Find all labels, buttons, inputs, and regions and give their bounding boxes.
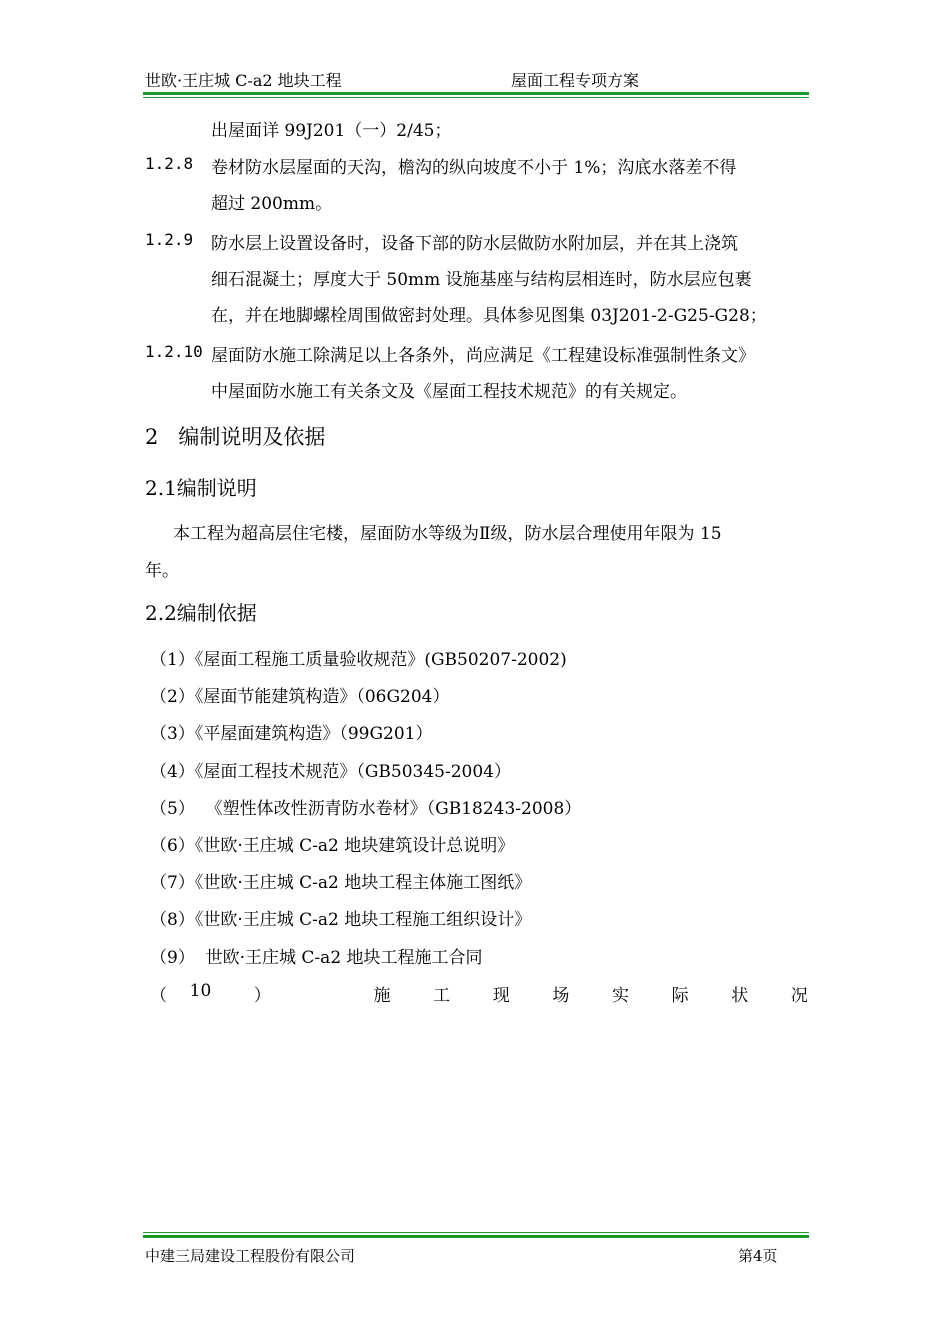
section-2-1-heading: 2.1编制说明 — [145, 476, 257, 500]
clause-1-2-9-line-3: 在，并在地脚螺栓周围做密封处理。具体参见图集 03J201-2-G25-G28； — [211, 306, 767, 326]
section-2-2-heading: 2.2编制依据 — [145, 601, 257, 625]
reference-item: （7）《世欧·王庄城 C-a2 地块工程主体施工图纸》 — [150, 873, 532, 893]
ref10-token: （ — [150, 986, 167, 1006]
header-rule-thin — [143, 97, 809, 98]
reference-item-10 — [150, 981, 808, 1006]
ref10-token: 场 — [552, 986, 570, 1006]
header-rule — [143, 92, 809, 95]
footer-rule-thin — [143, 1232, 809, 1233]
clause-1-2-10-line-2: 中屋面防水施工有关条文及《屋面工程技术规范》的有关规定。 — [211, 382, 687, 402]
ref10-token: 际 — [671, 986, 689, 1006]
reference-item: （6）《世欧·王庄城 C-a2 地块建筑设计总说明》 — [150, 836, 515, 856]
clause-1-2-8-line-2: 超过 200mm。 — [211, 194, 333, 214]
clause-1-2-9-line-1: 防水层上设置设备时，设备下部的防水层做防水附加层，并在其上浇筑 — [211, 234, 738, 254]
footer-rule — [143, 1235, 809, 1238]
section-2-1-paragraph-line-2: 年。 — [145, 561, 179, 581]
ref10-token: 10 — [189, 981, 212, 1001]
ref10-token: 现 — [492, 986, 510, 1006]
ref10-token: 状 — [731, 986, 749, 1006]
ref10-token: ） — [253, 986, 271, 1006]
clause-1-2-7-continuation: 出屋面详 99J201（一）2/45； — [211, 121, 452, 141]
footer-company-name: 中建三局建设工程股份有限公司 — [145, 1247, 356, 1265]
clause-number-1-2-8: 1.2.8 — [145, 154, 194, 173]
reference-item: （2）《屋面节能建筑构造》（06G204） — [150, 687, 450, 707]
clause-number-1-2-9: 1.2.9 — [145, 230, 194, 249]
clause-1-2-9-line-2: 细石混凝土；厚度大于 50mm 设施基座与结构层相连时，防水层应包裹 — [211, 270, 752, 290]
reference-item: （4）《屋面工程技术规范》（GB50345-2004） — [150, 762, 511, 782]
section-2-heading: 2 编制说明及依据 — [145, 425, 326, 449]
clause-number-1-2-10: 1.2.10 — [145, 342, 203, 361]
reference-item: （3）《平屋面建筑构造》（99G201） — [150, 724, 433, 744]
reference-item: （8）《世欧·王庄城 C-a2 地块工程施工组织设计》 — [150, 910, 532, 930]
reference-item: （1）《屋面工程施工质量验收规范》(GB50207-2002) — [150, 650, 567, 670]
ref10-token: 况 — [790, 986, 808, 1006]
ref10-token: 实 — [612, 986, 630, 1006]
reference-item: （9） 世欧·王庄城 C-a2 地块工程施工合同 — [150, 948, 483, 968]
ref10-token: 工 — [433, 986, 451, 1006]
ref10-token: 施 — [373, 986, 391, 1006]
header-project-name: 世欧·王庄城 C-a2 地块工程 — [145, 71, 342, 90]
footer-page-number: 第4页 — [738, 1247, 778, 1265]
header-document-title: 屋面工程专项方案 — [511, 71, 640, 90]
clause-1-2-10-line-1: 屋面防水施工除满足以上各条外，尚应满足《工程建设标准强制性条文》 — [211, 346, 755, 366]
clause-1-2-8-line-1: 卷材防水层屋面的天沟，檐沟的纵向坡度不小于 1%；沟底水落差不得 — [211, 158, 737, 178]
reference-item: （5） 《塑性体改性沥青防水卷材》（GB18243-2008） — [150, 799, 582, 819]
section-2-1-paragraph-line-1: 本工程为超高层住宅楼，屋面防水等级为Ⅱ级，防水层合理使用年限为 15 — [173, 524, 722, 544]
